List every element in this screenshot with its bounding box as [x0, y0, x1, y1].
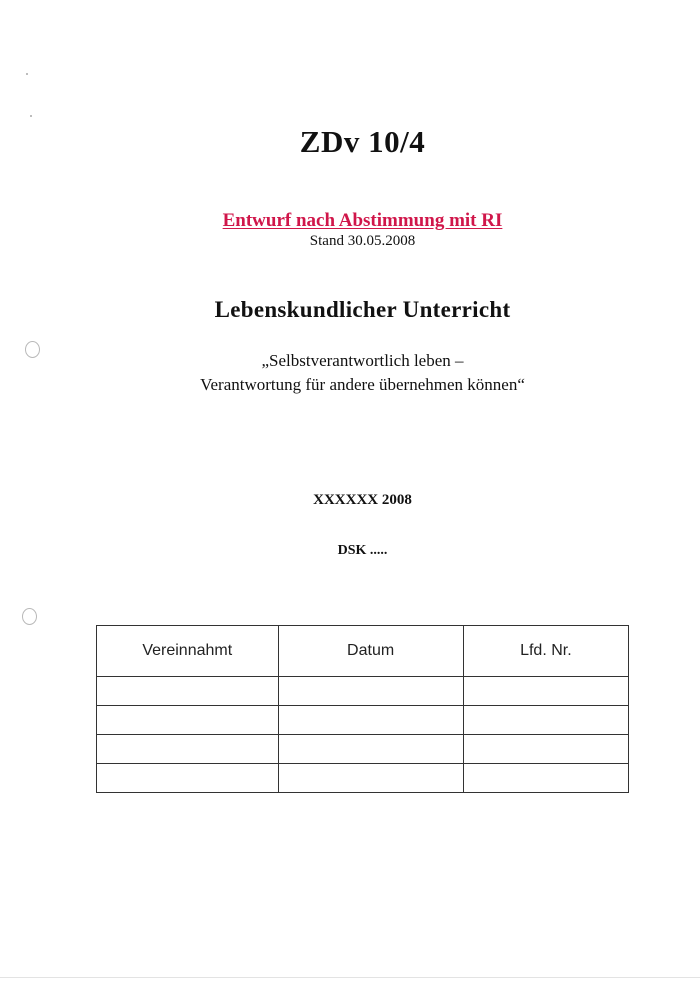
table-header-row [97, 626, 629, 677]
classification-label: DSK ..... [337, 543, 388, 558]
scan-speck [26, 73, 28, 75]
motto-line-1: „Selbstverantwortlich leben – [261, 351, 464, 370]
page-bottom-edge [0, 977, 700, 978]
table-cell [463, 735, 628, 764]
table-cell [463, 706, 628, 735]
table-row [97, 764, 629, 793]
table-cell [97, 735, 279, 764]
table-row [97, 706, 629, 735]
punch-hole-bottom [22, 608, 37, 625]
column-header-date: Datum [278, 626, 463, 677]
document-subject: Lebenskundlicher Unterricht [214, 297, 511, 322]
table-cell [463, 677, 628, 706]
table-row [97, 677, 629, 706]
column-header-serial-number: Lfd. Nr. [463, 626, 628, 677]
table-cell [97, 677, 279, 706]
table-cell [278, 764, 463, 793]
document-title: ZDv 10/4 [299, 124, 426, 159]
receipt-register-table [96, 625, 629, 793]
scan-speck [30, 115, 32, 117]
table-cell [97, 706, 279, 735]
motto-line-2: Verantwortung für andere übernehmen können“ [200, 375, 525, 394]
draft-note: Entwurf nach Abstimmung mit RI [222, 210, 503, 231]
status-date: Stand 30.05.2008 [309, 233, 416, 249]
table-cell [278, 706, 463, 735]
table-row [97, 735, 629, 764]
table-cell [97, 764, 279, 793]
table-cell [278, 735, 463, 764]
table-cell [463, 764, 628, 793]
edition-label: XXXXXX 2008 [313, 492, 412, 508]
column-header-received: Vereinnahmt [97, 626, 279, 677]
table-cell [278, 677, 463, 706]
